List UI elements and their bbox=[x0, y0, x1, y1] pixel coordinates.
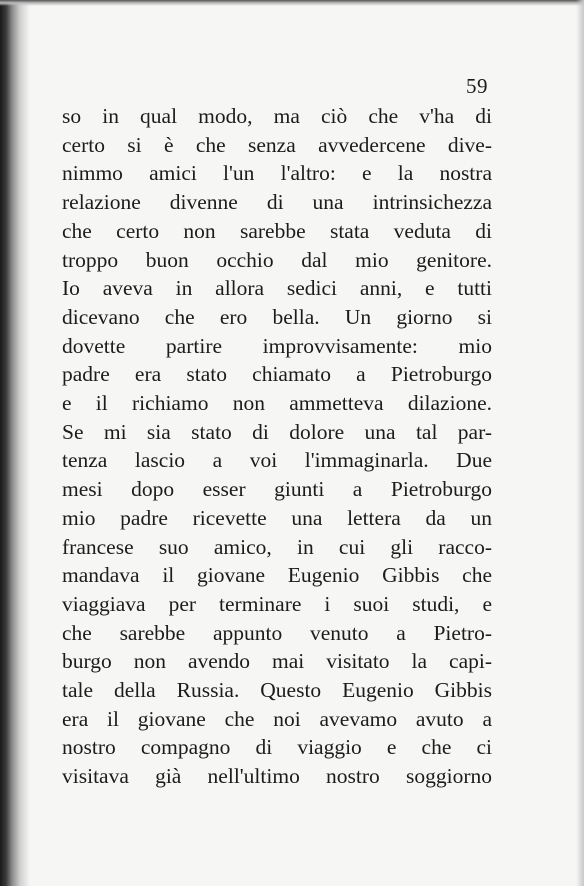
text-line: mio padre ricevette una lettera da un bbox=[62, 505, 492, 530]
text-line: che certo non sarebbe stata veduta di bbox=[62, 218, 492, 243]
text-line: relazione divenne di una intrinsichezza bbox=[62, 190, 492, 215]
text-line: certo si è che senza avvedercene dive- bbox=[62, 132, 492, 157]
body-text bbox=[62, 102, 492, 791]
text-line: nostro compagno di viaggio e che ci bbox=[62, 735, 492, 760]
text-line: padre era stato chiamato a Pietroburgo bbox=[62, 362, 492, 387]
text-line: tale della Russia. Questo Eugenio Gibbis bbox=[62, 678, 492, 703]
page-number: 59 bbox=[466, 74, 488, 98]
text-line: dovette partire improvvisamente: mio bbox=[62, 333, 492, 358]
text-line: so in qual modo, ma ciò che v'ha di bbox=[62, 104, 492, 128]
text-line: dicevano che ero bella. Un giorno si bbox=[62, 304, 492, 329]
text-line: burgo non avendo mai visitato la capi- bbox=[62, 649, 492, 674]
binding-shadow bbox=[0, 0, 30, 886]
text-line: viaggiava per terminare i suoi studi, e bbox=[62, 591, 492, 616]
text-line: francese suo amico, in cui gli racco- bbox=[62, 534, 492, 559]
text-line: mandava il giovane Eugenio Gibbis che bbox=[62, 563, 492, 588]
text-line: e il richiamo non ammetteva dilazione. bbox=[62, 391, 492, 416]
page-right-edge bbox=[576, 0, 584, 886]
text-line: troppo buon occhio dal mio genitore. bbox=[62, 247, 492, 272]
text-line: mesi dopo esser giunti a Pietroburgo bbox=[62, 477, 492, 502]
page-top-edge bbox=[0, 0, 584, 6]
text-line: tenza lascio a voi l'immaginarla. Due bbox=[62, 448, 492, 473]
text-line: era il giovane che noi avevamo avuto a bbox=[62, 706, 492, 731]
text-line: Io aveva in allora sedici anni, e tutti bbox=[62, 276, 492, 301]
text-line: visitava già nell'ultimo nostro soggiorno bbox=[62, 764, 492, 789]
text-line: nimmo amici l'un l'altro: e la nostra bbox=[62, 161, 492, 186]
text-line: Se mi sia stato di dolore una tal par- bbox=[62, 419, 492, 444]
text-line: che sarebbe appunto venuto a Pietro- bbox=[62, 620, 492, 645]
